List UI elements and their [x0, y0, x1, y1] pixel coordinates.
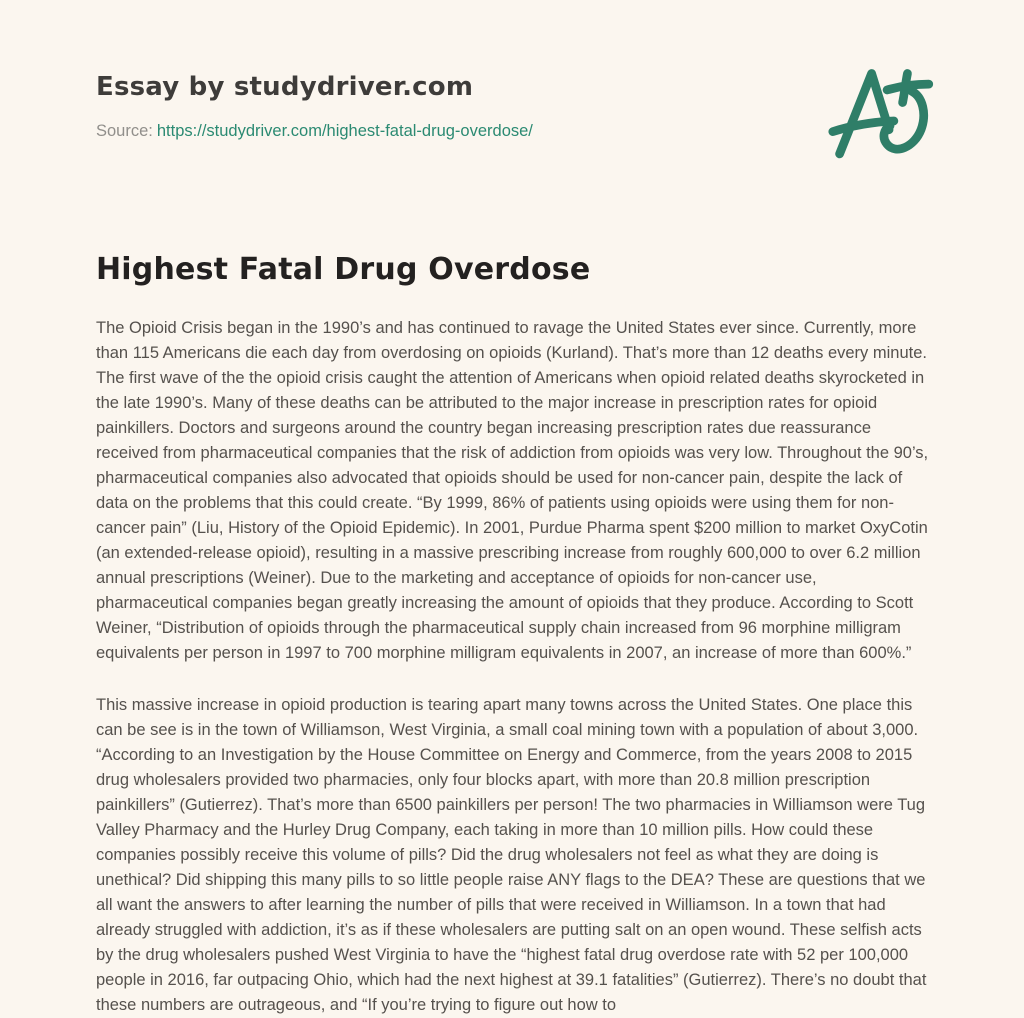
- page-header-title: Essay by studydriver.com: [96, 72, 474, 102]
- essay-paragraph-1: The Opioid Crisis began in the 1990’s and has continued to ravage the United States ever since. Currently, more than 115 Americans die each day from overdosing on opioids (Kurland). That’s more than 12 deaths every minute. The first wave of the the opioid crisis caught the attention of Americans when opioid related deaths skyrocketed in the late 1990’s. Many of these deaths can be attributed to the major increase in prescription rates for opioid painkillers. Doctors and surgeons around the country began increasing prescription rates due reassurance received from pharmaceutical companies that the risk of addiction from opioids was very low. Throughout the 90’s, pharmaceutical companies also advocated that opioids should be used for non-cancer pain, despite the lack of data on the problems that this could create. “By 1999, 86% of patients using opioids were using them for non-cancer pain” (Liu, History of the Opioid Epidemic). In 2001, Purdue Pharma spent $200 million to market OxyCotin (an extended-release opioid), resulting in a massive prescribing increase from roughly 600,000 to over 6.2 million annual prescriptions (Weiner). Due to the marketing and acceptance of opioids for non-cancer use, pharmaceutical companies began greatly increasing the amount of opioids that they produce. According to Scott Weiner, “Distribution of opioids through the pharmaceutical supply chain increased from 96 morphine milligram equivalents per person in 1997 to 700 morphine milligram equivalents in 2007, an increase of more than 600%.”: [96, 319, 929, 662]
- essay-body: [96, 316, 932, 1018]
- source-line: [96, 122, 533, 141]
- a-plus-logo-icon: [827, 56, 953, 184]
- source-url-link[interactable]: https://studydriver.com/highest-fatal-drug-overdose/: [156, 122, 533, 140]
- essay-paragraph-2: This massive increase in opioid production is tearing apart many towns across the United States. One place this can be see is in the town of Williamson, West Virginia, a small coal mining town with a population of about 3,000. “According to an Investigation by the House Committee on Energy and Commerce, from the years 2008 to 2015 drug wholesalers provided two pharmacies, only four blocks apart, with more than 20.8 million prescription painkillers” (Gutierrez). That’s more than 6500 painkillers per person! The two pharmacies in Williamson were Tug Valley Pharmacy and the Hurley Drug Company, each taking in more than 10 million pills. How could these companies possibly receive this volume of pills? Did the drug wholesalers not feel as what they are doing is unethical? Did shipping this many pills to so little people raise ANY flags to the DEA? These are questions that we all want the answers to after learning the number of pills that were received in Williamson. In a town that had already struggled with addiction, it’s as if these wholesalers are putting salt on an open wound. These selfish acts by the drug wholesalers pushed West Virginia to have the “highest fatal drug overdose rate with 52 per 100,000 people in 2016, far outpacing Ohio, which had the next highest at 39.1 fatalities” (Gutierrez). There’s no doubt that these numbers are outrageous, and “If you’re trying to figure out how to: [96, 696, 927, 1014]
- essay-title: Highest Fatal Drug Overdose: [96, 252, 591, 287]
- source-label: Source:: [96, 122, 153, 140]
